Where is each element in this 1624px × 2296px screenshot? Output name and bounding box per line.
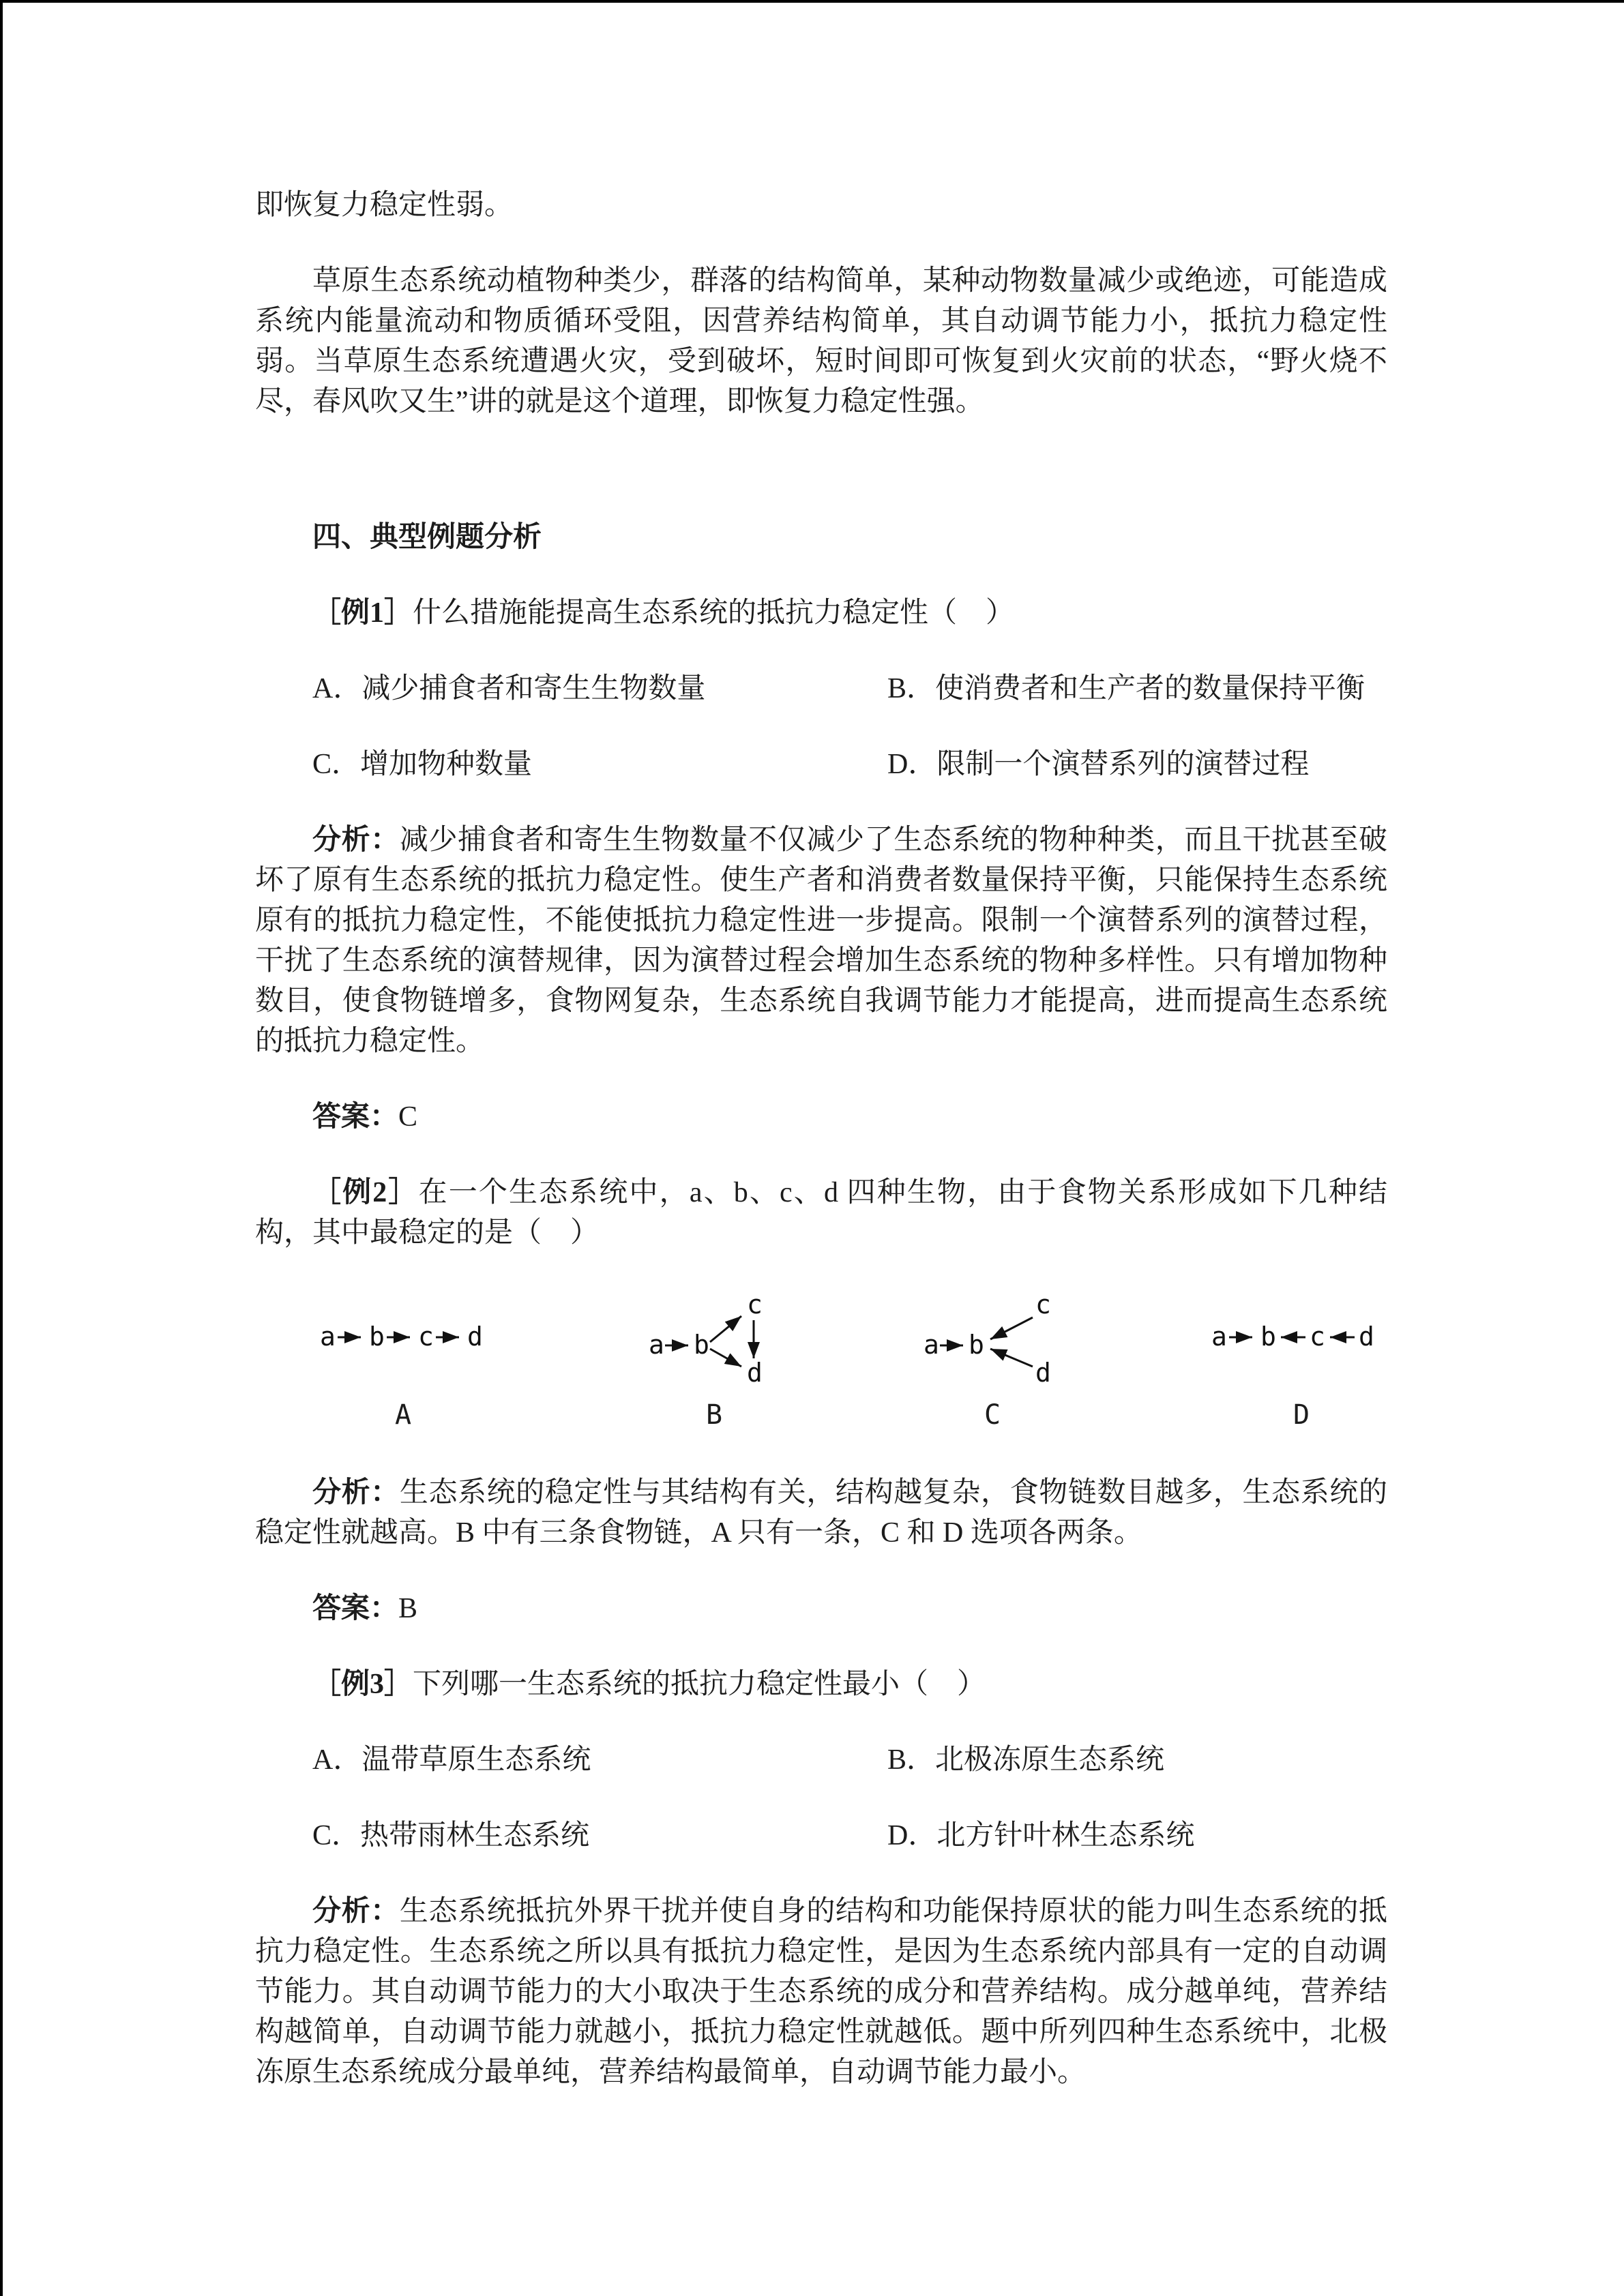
example1-option-d: D．限制一个演替系列的演替过程 xyxy=(887,749,1310,780)
intro-tail-line: 即恢复力稳定性弱。 xyxy=(255,190,514,221)
example2-tag: ［例2］ xyxy=(312,1177,419,1208)
intro-paragraph: 草原生态系统动植物种类少，群落的结构简单，某种动物数量减少或绝迹，可能造成系统内能量流动和物质循环受阻，因营养结构简单，其自动调节能力小，抵抗力稳定性弱。当草原生态系统遭遇火灾，受到破坏，短时间即可恢复到火灾前的状态，“野火烧不尽，春风吹又生”讲的就是这个道理，即恢复力稳定性强。 xyxy=(255,265,1387,417)
example2-answer-label: 答案： xyxy=(312,1593,399,1624)
example1-answer-value: C xyxy=(398,1101,418,1133)
arrow-d-to-b xyxy=(990,1349,1033,1367)
diagram-node-letter: a xyxy=(1211,1322,1227,1352)
example2-analysis-label: 分析： xyxy=(312,1477,400,1508)
example2-analysis: 分析：生态系统的稳定性与其结构有关，结构越复杂，食物链数目越多，生态系统的稳定性就越高。B 中有三条食物链，A 只有一条，C 和 D 选项各两条。 xyxy=(255,1477,1387,1549)
food-chain-diagram-b xyxy=(646,1281,782,1430)
example1-question: ［例1］什么措施能提高生态系统的抵抗力稳定性（ ） xyxy=(312,597,1015,629)
food-chain-diagram-a xyxy=(314,1281,492,1430)
example3-analysis-label: 分析： xyxy=(312,1896,400,1927)
example1-tag: ［例1］ xyxy=(312,597,413,629)
example3-option-b: B．北极冻原生态系统 xyxy=(887,1744,1165,1776)
example2-answer xyxy=(255,1589,1387,1629)
diagram-label-a: A xyxy=(394,1399,412,1431)
example1-analysis-label: 分析： xyxy=(312,824,400,856)
example3-question: ［例3］下列哪一生态系统的抵抗力稳定性最小（ ） xyxy=(312,1669,986,1700)
example3-option-c: C．热带雨林生态系统 xyxy=(312,1820,590,1851)
arrow-b-to-d xyxy=(710,1349,741,1367)
example1-options-ab xyxy=(255,669,1387,709)
arrow-c-to-b xyxy=(990,1317,1033,1339)
food-chain-diagram-c xyxy=(921,1281,1064,1430)
food-chain-svg-c xyxy=(921,1281,1064,1383)
example1-answer-label: 答案： xyxy=(312,1101,399,1133)
diagram-node-letter: c xyxy=(418,1322,434,1352)
diagram-node-letter: b xyxy=(694,1330,709,1360)
example1-option-c: C．增加物种数量 xyxy=(312,749,533,780)
diagram-node-letter: d xyxy=(1035,1358,1051,1383)
food-chain-diagrams xyxy=(255,1281,1387,1437)
diagram-node-letter: b xyxy=(969,1330,984,1360)
example1-options-cd xyxy=(255,745,1387,785)
diagram-label-d: D xyxy=(1293,1399,1310,1431)
food-chain-svg-b xyxy=(646,1281,782,1383)
diagram-label-b: B xyxy=(705,1399,723,1431)
example2-answer-value: B xyxy=(398,1593,418,1624)
diagram-node-letter: b xyxy=(369,1322,385,1352)
example2-question: ［例2］在一个生态系统中，a、b、c、d 四种生物，由于食物关系形成如下几种结构，其中最稳定的是（ ） xyxy=(255,1177,1387,1249)
example3-option-d: D．北方针叶林生态系统 xyxy=(887,1820,1195,1851)
example3-options-ab xyxy=(255,1740,1387,1780)
example1-option-b: B．使消费者和生产者的数量保持平衡 xyxy=(887,673,1365,704)
example1-analysis: 分析：减少捕食者和寄生生物数量不仅减少了生态系统的物种种类，而且干扰甚至破坏了原有生态系统的抵抗力稳定性。使生产者和消费者数量保持平衡，只能保持生态系统原有的抵抗力稳定性，不能使抵抗力稳定性进一步提高。限制一个演替系列的演替过程，干扰了生态系统的演替规律，因为演替过程会增加生态系统的物种多样性。只有增加物种数目，使食物链增多，食物网复杂，生态系统自我调节能力才能提高，进而提高生态系统的抵抗力稳定性。 xyxy=(255,824,1387,1057)
diagram-node-letter: b xyxy=(1260,1322,1276,1352)
example3-options-cd xyxy=(255,1816,1387,1856)
diagram-node-letter: c xyxy=(1310,1322,1325,1352)
diagram-node-letter: a xyxy=(924,1330,939,1360)
diagram-node-letter: d xyxy=(1359,1322,1374,1352)
example1-answer xyxy=(255,1097,1387,1137)
diagram-node-letter: c xyxy=(1035,1289,1051,1320)
food-chain-svg-a xyxy=(314,1281,492,1383)
food-chain-svg-d xyxy=(1206,1281,1397,1383)
section-heading: 四、典型例题分析 xyxy=(312,522,542,553)
diagram-node-letter: d xyxy=(747,1358,763,1383)
example1-option-a: A．减少捕食者和寄生生物数量 xyxy=(312,673,706,704)
example3-tag: ［例3］ xyxy=(312,1669,413,1700)
diagram-node-letter: c xyxy=(747,1289,763,1320)
arrow-b-to-c xyxy=(710,1316,741,1342)
example3-option-a: A．温带草原生态系统 xyxy=(312,1744,591,1776)
page-content xyxy=(255,185,1387,2093)
diagram-node-letter: d xyxy=(467,1322,483,1352)
diagram-node-letter: a xyxy=(649,1330,664,1360)
food-chain-diagram-d xyxy=(1206,1281,1397,1430)
diagram-node-letter: a xyxy=(320,1322,336,1352)
example3-analysis: 分析：生态系统抵抗外界干扰并使自身的结构和功能保持原状的能力叫生态系统的抵抗力稳定性。生态系统之所以具有抵抗力稳定性，是因为生态系统内部具有一定的自动调节能力。其自动调节能力的大小取决于生态系统的成分和营养结构。成分越单纯，营养结构越简单，自动调节能力就越小，抵抗力稳定性就越低。题中所列四种生态系统中，北极冻原生态系统成分最单纯，营养结构最简单，自动调节能力最小。 xyxy=(255,1896,1387,2088)
diagram-label-c: C xyxy=(984,1399,1001,1431)
